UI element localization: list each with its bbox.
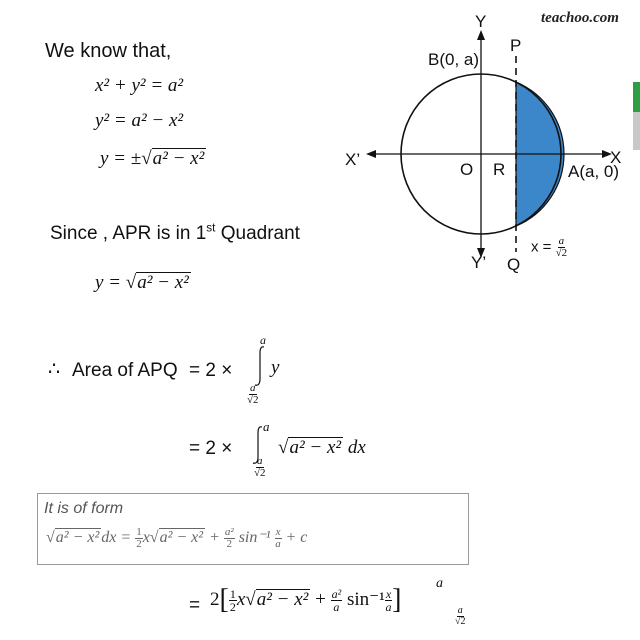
final-lower-limit — [455, 606, 466, 627]
fb-xa-num: x — [275, 526, 281, 538]
integral-lower-2 — [254, 456, 266, 479]
label-P: P — [510, 36, 522, 55]
xeq-num: a — [558, 235, 565, 247]
xeq-den: √2 — [555, 247, 568, 259]
label-Y: Y — [475, 12, 487, 31]
integrand-y: y — [271, 357, 280, 378]
eq4-radicand: a² − x² — [137, 272, 189, 293]
since-pre: Since , APR is in 1 — [50, 223, 207, 244]
fb-xa-den: a — [275, 538, 281, 550]
fb-radicand-2: a² − x² — [159, 529, 204, 547]
formula-box-equation: √a² − x² dx = $\frac{1}{2}$ x√a² − x² + $\frac{\text{a²}}{2}$ sin⁻¹ $\frac{x}{a}$ + c — [46, 526, 308, 550]
final-sin: sin⁻¹ — [346, 589, 385, 610]
fb-dx: dx = — [101, 529, 132, 547]
fb-half-num: 1 — [136, 526, 142, 538]
since-post: Quadrant — [215, 223, 300, 244]
final-plus: + — [315, 589, 326, 610]
final-x: x — [236, 589, 246, 610]
fb-lhs-radicand: a² − x² — [55, 529, 100, 547]
area2-eq: = 2 × — [189, 438, 233, 459]
label-A: A(a, 0) — [568, 162, 620, 181]
final-upper-limit: a — [436, 576, 443, 591]
final-expression: 2[ $\frac{1}{2}$ x√a² − x² + $\frac{\text{a²}}{a}$ sin⁻¹ $\frac{x}{a}$ ] — [210, 584, 402, 615]
label-X: X — [610, 148, 622, 167]
fb-x: x — [142, 529, 150, 547]
lower-den-1: √2 — [247, 394, 259, 406]
accent-bar-top — [633, 82, 640, 112]
formula-box-title: It is of form — [44, 500, 124, 517]
therefore-symbol: ∴ — [48, 359, 61, 380]
final-xa-den: a — [385, 600, 392, 615]
since-sup: st — [206, 221, 216, 235]
final-a2-den: a — [333, 600, 340, 615]
equation-circle: x² + y² = a² — [95, 75, 184, 96]
eq3-radicand: a² − x² — [152, 148, 205, 169]
integral-upper-1: a — [260, 333, 266, 347]
final-lower-num: a — [457, 605, 463, 616]
integral-lower-1 — [247, 383, 259, 406]
final-half-num: 1 — [229, 587, 236, 602]
circle-diagram — [330, 20, 630, 280]
intro-text: We know that, — [45, 40, 172, 62]
final-lower-den: √2 — [455, 616, 466, 627]
fb-plus: + — [209, 529, 220, 547]
equation-y-pm: y = ±√a² − x² — [100, 148, 205, 169]
lower-den-2: √2 — [254, 467, 266, 479]
integral-sign-1 — [252, 345, 268, 387]
lower-num-1: a — [250, 382, 256, 394]
area2-radicand: a² − x² — [289, 437, 342, 458]
label-Q: Q — [507, 255, 521, 274]
xeq-text: x = — [531, 238, 552, 256]
label-B: B(0, a) — [428, 50, 480, 69]
fb-a2-den: 2 — [226, 538, 233, 550]
equation-y-squared: y² = a² − x² — [95, 110, 184, 131]
formula-box — [37, 493, 469, 565]
final-eq: = — [189, 595, 201, 616]
brand-logo: teachoo.com — [541, 10, 619, 26]
area2-dx: dx — [347, 437, 366, 458]
final-xa-num: x — [385, 587, 392, 602]
eq3-lhs: y = ± — [100, 148, 142, 169]
area-eq: = 2 × — [189, 360, 233, 381]
final-a2-num: a² — [331, 587, 342, 602]
final-two: 2 — [210, 589, 220, 610]
fb-c: + c — [285, 529, 308, 547]
label-R: R — [493, 160, 506, 179]
label-O: O — [460, 160, 474, 179]
area-label: Area of APQ — [72, 360, 178, 381]
final-radicand: a² − x² — [256, 589, 309, 610]
lower-num-2: a — [257, 455, 263, 467]
label-x-equals — [531, 236, 567, 259]
label-Xprime: X’ — [345, 150, 361, 169]
accent-bar-bottom — [633, 112, 640, 150]
x-axis-arrow-left — [366, 150, 376, 158]
integral-upper-2: a — [263, 419, 270, 434]
fb-a2-num: a² — [224, 526, 234, 538]
fb-sin: sin⁻¹ — [238, 529, 271, 547]
label-Yprime: Y’ — [471, 253, 487, 272]
eq4-lhs: y = — [95, 272, 126, 293]
fb-half-den: 2 — [136, 538, 142, 550]
since-text — [50, 223, 300, 245]
integrand-sqrt: √a² − x² dx — [278, 437, 366, 458]
final-half-den: 2 — [229, 600, 236, 615]
equation-y-positive: y = √a² − x² — [95, 272, 189, 293]
